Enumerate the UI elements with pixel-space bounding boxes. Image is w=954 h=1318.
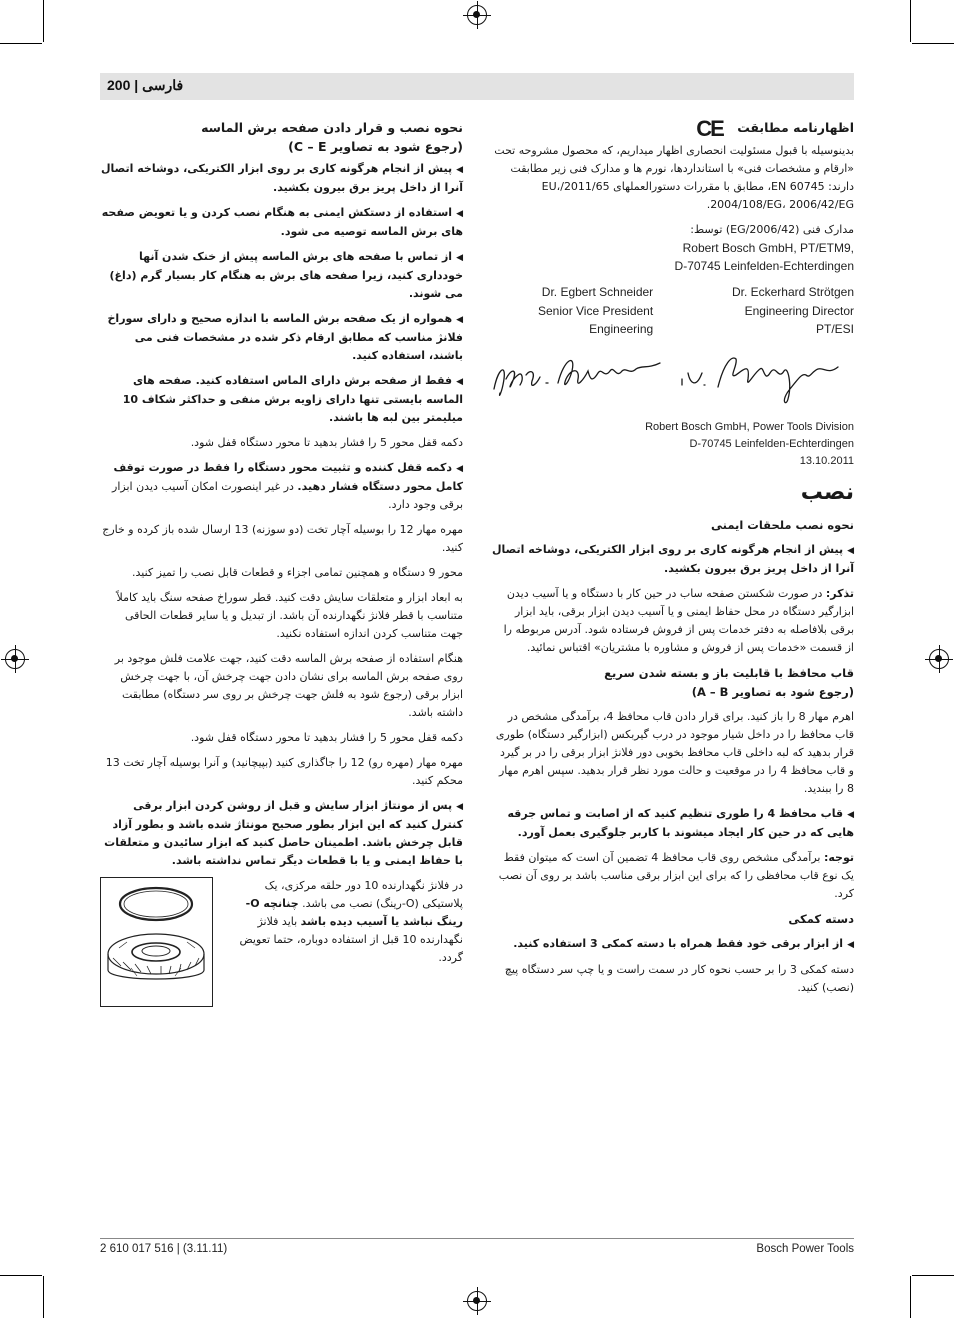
guard-title: قاب محافظ با قابلیت باز و بسته شدن سریع (رجوع شود به تصاویر A – B) xyxy=(604,666,854,699)
signatures-image xyxy=(492,349,854,419)
section-title: نصب xyxy=(800,480,854,505)
handle-bullet: ◀از ابزار برقی خود فقط همراه با دسته کمکی 3 استفاده کنید. xyxy=(513,937,854,950)
registration-mark-icon xyxy=(467,5,487,25)
guard-note: توجه: برآمدگی مشخص روی قاب محافظ 4 تضمین آن است که میتوان فقط یک نوع قاب محافظی را که برای این ابزار برقی مناسب باشد بر روی آن نصب کرد. xyxy=(498,851,854,900)
footer-doc-number: 2 610 017 516 | (3.11.11) xyxy=(100,1243,228,1255)
bullet-triangle-icon: ◀ xyxy=(456,464,463,474)
bullet-triangle-icon: ◀ xyxy=(847,940,854,950)
protection-title: نحوه نصب ملحقات ایمنی xyxy=(711,518,854,532)
list-item: ◀پیش از انجام هرگونه کاری بر روی ابزار الکتریکی، دوشاخه اتصال آنرا از داخل پریز برق بیرون بکشید. xyxy=(101,162,463,194)
crop-mark xyxy=(910,0,911,42)
direction-text: هنگام استفاده از صفحه برش الماسه دقت کنید، جهت علامت فلش موجود بر روی صفحه برش الماسه برای نشان دادن جهت چرخش آن، با جهت چرخش ابزار برقی (رجوع شود به فلش جهت چرخش بر روی سر دستگاه) مطابقت داشته باشد. xyxy=(114,652,463,719)
clean-text: محور 9 دستگاه و همچنین تمامی اجزاء و قطعات قابل نصب را تمیز کنید. xyxy=(132,566,463,579)
registration-mark-icon xyxy=(929,649,949,669)
declaration-text: بدینوسیله با قبول مسئولیت انحصاری اظهار میداریم، که محصول مشروحه تحت «ارقام و مشخصات فنی» با استانداردها، نورم ها و مدارک فنی زیر مطابقت دارند: EN 60745، مطابق با مقررات دستورالعملهای 2011/65/EU، 2004/108/EG، 2006/42/EG. xyxy=(494,144,854,211)
final-bullet: ◀پس از مونتاژ ابزار سایش و قبل از روشن کردن ابزار برقی کنترل کنید که این ابزار بطور صحیح مونتاژ شده باشد و بطور آزاد قابل چرخش باشد. اطمینان حاصل کنید که ابزار سائیدن و متعلقات با حفاظ ایمنی و یا با قطعات دیگر تماس نداشته باشد. xyxy=(104,799,463,867)
left-column xyxy=(100,118,463,1007)
bullet-triangle-icon: ◀ xyxy=(456,253,463,263)
handle-text: دسته کمکی 3 را بر حسب نحوه کار در سمت راست و یا چپ سر دستگاه پیچ (نصب) کنید. xyxy=(504,963,854,994)
lock-bullet: ◀دکمه قفل کننده و تثبیت محور دستگاه را فقط در صورت توقف کامل محور دستگاه فشار دهید. در غیر اینصورت امکان آسیب دیدن ابزار برقی وجود دارد. xyxy=(112,461,463,511)
protection-bullet: ◀پیش از انجام هرگونه کاری بر روی ابزار الکتریکی، دوشاخه اتصال آنرا از داخل پریز برق بیرون بکشید. xyxy=(492,543,854,575)
page-label: 200 | فارسی xyxy=(107,77,184,93)
protection-note: تذکر: در صورت شکستن صفحه ساب در حین کار با دستگاه و یا آسیب دیدن ابزارگیر دستگاه در محل حفاظ ایمنی و یا آسیب دیدن ابزار برقی، باید ابزار برقی بلافاصله به دفتر خدمات پس از فروش فرستاده شود. آدرس مربوطه را از قسمت «خدمات پس از فروش و مشاوره با مشتریان» اقتباس نمائید. xyxy=(503,587,854,654)
handwritten-signatures-icon xyxy=(492,349,854,419)
crop-mark xyxy=(912,1275,954,1276)
lock-text: دکمه قفل محور 5 را فشار بدهید تا محور دستگاه قفل شود. xyxy=(190,436,463,449)
crop-mark xyxy=(0,43,42,44)
declaration-title: اظهارنامه مطابقت xyxy=(737,120,854,135)
lock-text-2: دکمه قفل محور 5 را فشار بدهید تا محور دستگاه قفل شود. xyxy=(190,731,463,744)
signer-1: Dr. Egbert Schneider Senior Vice President Engineering xyxy=(538,285,654,336)
diamond-disc-heading: نحوه نصب و قرار دادن صفحه برش الماسه (رجوع شود به تصاویر C – E) xyxy=(201,120,463,154)
handle-title: دسته کمکی xyxy=(788,912,854,926)
bullet-triangle-icon: ◀ xyxy=(456,315,463,325)
crop-mark xyxy=(43,1276,44,1318)
guard-bullet: ◀قاب محافظ 4 را طوری تنظیم کنید که از اصابت و تماس جرقه هایی که در حین کار ایجاد میشوند با کاربر جلوگیری بعمل آورد. xyxy=(507,807,854,839)
list-item: ◀از تماس با صفحه های برش الماسه پیش از خنک شدن آنها خودداری کنید، زیرا صفحه های برش به هنگام کار بسیار گرم (داغ) می شوند. xyxy=(109,250,463,300)
list-item: ◀همواره از یک صفحه برش الماسه با اندازه صحیح و دارای سوراخ فلانژ مناسب که مطابق ارقام ذکر شده در مشخصات فنی می باشند، استفاده کنید. xyxy=(107,312,463,362)
ce-mark-icon: CE xyxy=(696,116,723,141)
signers xyxy=(492,283,854,341)
dims-text: به ابعاد ابزار و متعلقات سایش دقت کنید. قطر سوراخ صفحه سنگ باید کاملاً متناسب با قطر فلانژ نگهدارنده آن باشد. از تبدیل و یا سایر قطعات الحاقی جهت متناسب کردن اندازه استفاده نکنید. xyxy=(116,591,463,640)
bullet-triangle-icon: ◀ xyxy=(456,377,463,387)
bullet-triangle-icon: ◀ xyxy=(847,810,854,820)
footer-rule xyxy=(100,1238,854,1239)
nut-text: مهره مهار 12 را بوسیله آچار تخت (دو سوزنه) 13 ارسال شده باز کرده و خارج کنید. xyxy=(102,523,463,554)
right-column xyxy=(492,118,854,1004)
bullet-triangle-icon: ◀ xyxy=(456,165,463,175)
mounting-flange-icon xyxy=(101,878,212,1006)
footer-brand: Bosch Power Tools xyxy=(756,1243,854,1255)
crop-mark xyxy=(0,1275,42,1276)
crop-mark xyxy=(910,1276,911,1318)
oring-text: در فلانژ نگهدارنده 10 دور حلقه مرکزی، یک پلاستیکی (O-رینگ) نصب می باشد. چنانچه O-رینگ نباشد یا آسیب دیده باشد باید فلانژ نگهدارنده 10 قبل از استفاده دوباره، حتما تعویض گردد. xyxy=(239,879,463,964)
crop-mark xyxy=(912,43,954,44)
page-header xyxy=(100,73,854,100)
crop-mark xyxy=(43,0,44,42)
registration-mark-icon xyxy=(5,649,25,669)
oring-flange-illustration xyxy=(100,877,213,1007)
list-item: ◀فقط از صفحه برش دارای الماس استفاده کنید. صفحه های الماسه بایستی تنها دارای زاویه برش منفی و حداکثر شکاف 10 میلیمتر بین لبه ها باشند. xyxy=(122,374,463,424)
list-item: ◀استفاده از دستکش ایمنی به هنگام نصب کردن و یا تعویض صفحه های برش الماسه توصیه می شود. xyxy=(101,206,463,238)
signer-2: Dr. Eckerhard Strötgen Engineering Director PT/ESI xyxy=(731,285,854,336)
tighten-text: مهره مهار (مهره رو) 12 را جاگذاری کنید (بپیچانید) و آنرا بوسیله آچار تخت 13 محکم کنید. xyxy=(105,756,463,787)
registration-mark-icon xyxy=(467,1291,487,1311)
bullet-triangle-icon: ◀ xyxy=(847,546,854,556)
bullet-triangle-icon: ◀ xyxy=(456,802,463,812)
oring-note xyxy=(100,877,463,1007)
tech-file-label: مدارک فنی (2006/42/EG) توسط: xyxy=(690,223,854,236)
tech-file-address: Robert Bosch GmbH, PT/ETM9, D-70745 Leinfelden-Echterdingen xyxy=(674,241,854,273)
bullet-triangle-icon: ◀ xyxy=(456,209,463,219)
issuer-block: Robert Bosch GmbH, Power Tools Division D-70745 Leinfelden-Echterdingen 13.10.2011 xyxy=(645,421,854,467)
guard-text: اهرم مهار 8 را باز کنید. برای قرار دادن قاب محافظ 4، برآمدگی مشخص در قاب محافظ را در داخل شیار موجود در درب گیربکس (ابزارگیر دستگاه) طوری قرار بدهید که لبه داخلی قاب محافظ بخوبی دور فلانژ ابزار برقی را در بر گیرد و قاب محافظ 4 را در موقعیت و حالت مورد نظر قرار بدهید. سپس اهرم مهار 8 را ببندید. xyxy=(495,710,854,795)
declaration-heading xyxy=(492,116,854,141)
